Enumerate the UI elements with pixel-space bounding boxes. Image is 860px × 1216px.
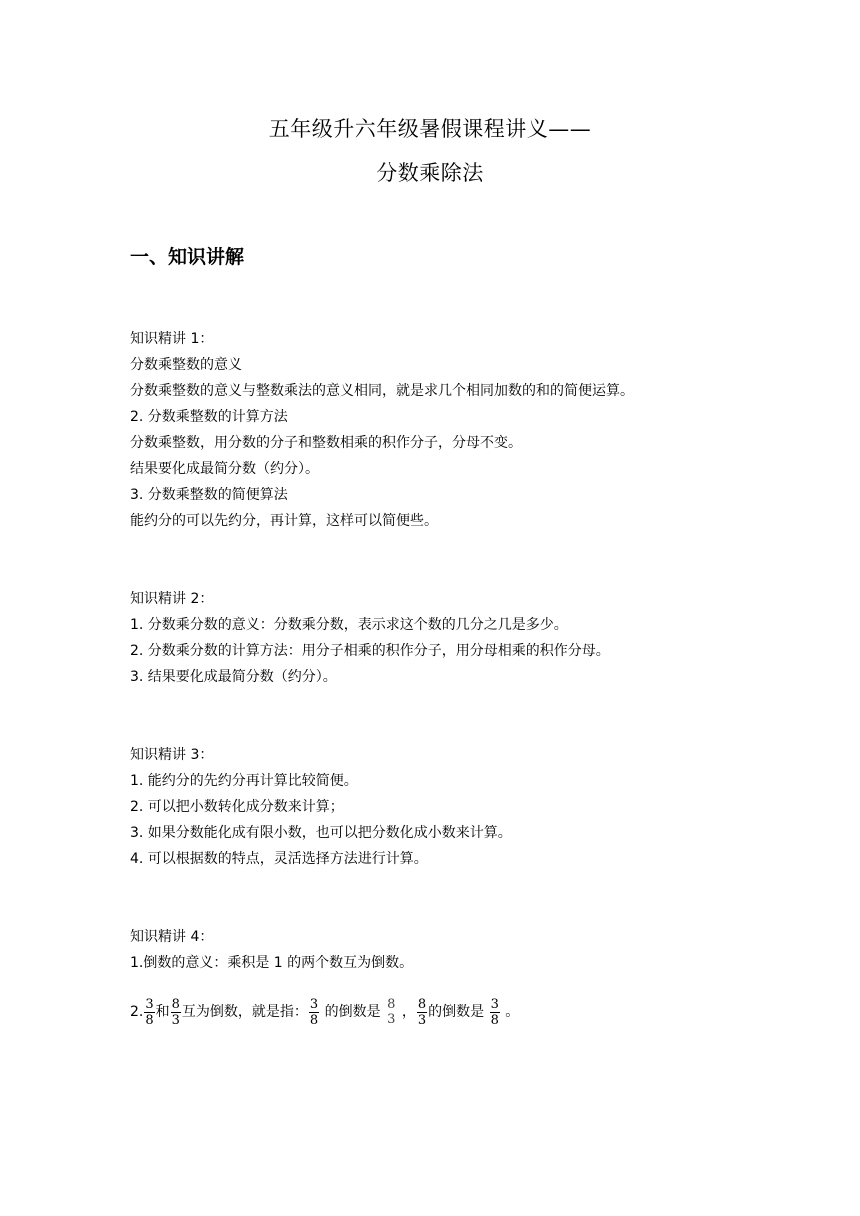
block2-line: 2. 分数乘分数的计算方法：用分子相乘的积作分子，用分母相乘的积作分母。 [130, 643, 610, 659]
line2-text: 和 [155, 1004, 170, 1020]
line2-prefix: 2. [130, 1004, 144, 1020]
fraction [417, 997, 427, 1028]
fraction [490, 997, 500, 1028]
line2-text: 。 [500, 1004, 520, 1020]
title-line-1: 五年级升六年级暑假课程讲义—— [268, 117, 592, 141]
block1-line: 分数乘整数的意义与整数乘法的意义相同，就是求几个相同加数的和的简便运算。 [130, 383, 634, 399]
block1-line: 分数乘整数，用分数的分子和整数相乘的积作分子，分母不变。 [130, 435, 522, 451]
block1-line: 3. 分数乘整数的简便算法 [130, 487, 288, 503]
block1-label: 知识精讲 1： [130, 331, 214, 347]
block4-line-2 [130, 992, 519, 1032]
block2-label: 知识精讲 2： [130, 591, 214, 607]
fraction [309, 997, 319, 1028]
line2-text: ， [397, 1004, 416, 1020]
section-heading: 一、知识讲解 [130, 246, 245, 268]
fraction-denominator: 3 [387, 1012, 396, 1027]
block2-line: 3. 结果要化成最简分数（约分）。 [130, 669, 337, 685]
fraction-numerator: 3 [309, 996, 319, 1012]
fraction-denominator: 8 [145, 1012, 154, 1028]
fraction-denominator: 8 [309, 1012, 319, 1028]
fraction-denominator: 8 [490, 1012, 499, 1028]
block1-line: 2. 分数乘整数的计算方法 [130, 409, 288, 425]
block1-line: 能约分的可以先约分，再计算，这样可以简便些。 [130, 513, 438, 529]
fraction-numerator: 3 [490, 996, 499, 1012]
line2-text: 互为倒数，就是指： [181, 1004, 308, 1020]
block3-line: 3. 如果分数能化成有限小数，也可以把分数化成小数来计算。 [130, 825, 512, 841]
block1-line: 分数乘整数的意义 [130, 357, 242, 373]
fraction-denominator: 3 [171, 1012, 180, 1028]
fraction-denominator: 3 [417, 1012, 427, 1028]
line2-text: 的倒数是 [428, 1004, 489, 1020]
block1-line: 结果要化成最简分数（约分）。 [130, 461, 319, 477]
title-line-2: 分数乘除法 [376, 161, 484, 185]
block3-line: 1. 能约分的先约分再计算比较简便。 [130, 773, 358, 789]
block4-label: 知识精讲 4： [130, 929, 214, 945]
fraction [144, 997, 154, 1028]
block3-line: 2. 可以把小数转化成分数来计算； [130, 799, 344, 815]
block2-line: 1. 分数乘分数的意义：分数乘分数，表示求这个数的几分之几是多少。 [130, 617, 568, 633]
fraction [386, 997, 396, 1027]
fraction [171, 997, 181, 1028]
block3-line: 4. 可以根据数的特点，灵活选择方法进行计算。 [130, 851, 428, 867]
block4-line-1: 1.倒数的意义：乘积是 1 的两个数互为倒数。 [130, 955, 414, 971]
fraction-numerator: 3 [145, 996, 154, 1012]
fraction-numerator: 8 [171, 996, 180, 1012]
fraction-numerator: 8 [417, 996, 427, 1012]
block3-label: 知识精讲 3： [130, 747, 214, 763]
fraction-numerator: 8 [387, 997, 396, 1012]
line2-text: 的倒数是 [320, 1004, 386, 1020]
